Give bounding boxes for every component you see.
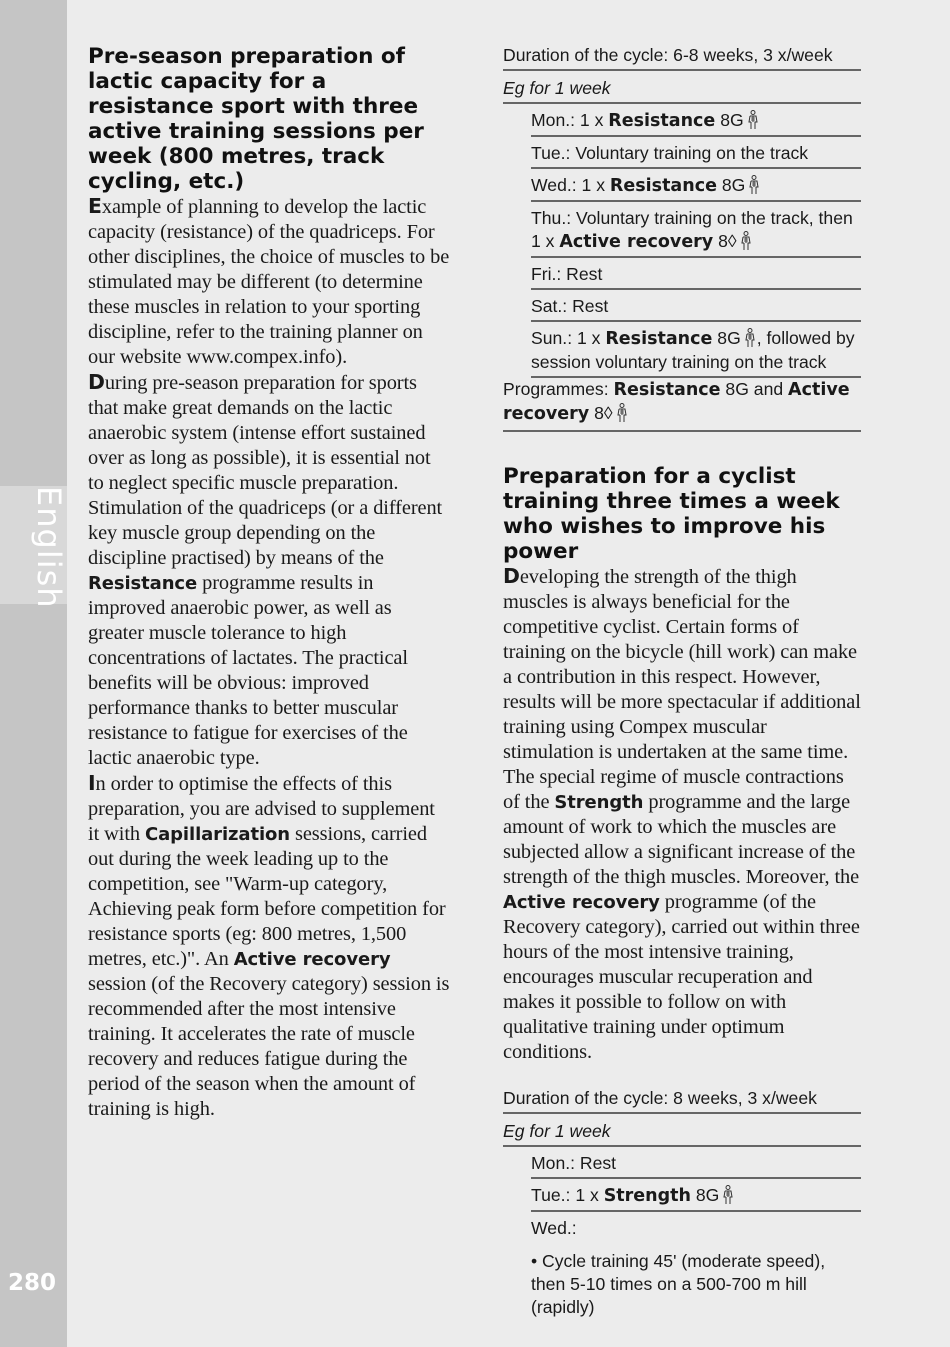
row-text: session voluntary training on the track xyxy=(531,352,827,372)
programmes-summary xyxy=(503,378,861,432)
body-figure-icon xyxy=(721,1185,735,1205)
paragraph-text: programme (of the Recovery category), carried out within three hours of the most intensive training, encourages muscular recuperation and makes it possible to follow on with qualitative training under optimum conditions. xyxy=(503,891,860,1063)
body-figure-icon xyxy=(739,231,753,251)
row-text: Thu.: Voluntary training on the track, then xyxy=(531,208,853,228)
programme-name: Resistance xyxy=(609,176,717,196)
paragraph-optimise xyxy=(88,771,450,1122)
schedule-row-friday: Fri.: Rest xyxy=(531,258,861,290)
dropcap: D xyxy=(503,564,520,588)
body-figure-icon xyxy=(746,110,760,130)
paragraph-cyclist xyxy=(503,564,861,1065)
programme-name: Active xyxy=(788,380,850,400)
left-column xyxy=(88,44,450,1122)
example-week-label: Eg for 1 week xyxy=(503,1114,861,1147)
body-figure-icon xyxy=(747,175,761,195)
paragraph-text: programme and the large amount of work to which the muscles are subjected allow a significant increase of the strength of the thigh muscles. Moreover, the xyxy=(503,791,860,888)
row-text: 8G xyxy=(690,1185,720,1205)
schedule-row-monday xyxy=(531,104,861,137)
row-text: , followed by xyxy=(756,328,855,348)
programme-name: Active recovery xyxy=(233,949,391,970)
language-label: English xyxy=(30,486,68,609)
programme-name: Resistance xyxy=(613,380,721,400)
schedule-row-wednesday xyxy=(531,169,861,202)
right-column xyxy=(503,44,861,1321)
row-text: 8G xyxy=(716,175,746,195)
paragraph-text: xample of planning to develop the lactic capacity (resistance) of the quadriceps. For other disciplines, the choice of muscles to be stimulated may be different (to determine these muscles in relation to your sporting discipline, refer to the training planner on our website www.compex.info). xyxy=(88,196,450,368)
programme-name: Resistance xyxy=(608,111,716,131)
schedule-row-tuesday xyxy=(531,1179,861,1212)
programme-name: Active recovery xyxy=(559,232,714,252)
programme-name: Strength xyxy=(554,792,644,813)
row-text: 1 x xyxy=(531,231,560,251)
page-number: 280 xyxy=(8,1270,57,1296)
row-text: Mon.: 1 x xyxy=(531,110,609,130)
dropcap: I xyxy=(88,771,96,795)
row-text: Tue.: 1 x xyxy=(531,1185,604,1205)
schedule-row-tuesday: Tue.: Voluntary training on the track xyxy=(531,137,861,169)
row-text: Sun.: 1 x xyxy=(531,328,606,348)
row-text: 8G xyxy=(712,328,741,348)
schedule-row-sunday xyxy=(531,322,861,378)
schedule-row-monday: Mon.: Rest xyxy=(531,1147,861,1179)
body-figure-icon xyxy=(615,403,629,423)
row-text: 8◊ xyxy=(589,403,613,423)
schedule-bullet: • Cycle training 45' (moderate speed), then 5-10 times on a 500-700 m hill (rapidly) xyxy=(531,1251,826,1317)
paragraph-text: session (of the Recovery category) session is recommended after the most intensive training. It accelerates the rate of muscle recovery and reduces fatigue during the period of the season when the amount of training is high. xyxy=(88,973,450,1120)
row-text: 8G xyxy=(715,110,744,130)
dropcap: E xyxy=(88,194,102,218)
programme-name: Capillarization xyxy=(144,824,291,845)
paragraph-text: sessions, carried out during the week leading up to the competition, see "Warm-up category, Achieving peak form before competition for resistance sports (eg: 800 metres, 1,500 metres, etc.)". An xyxy=(88,823,446,970)
paragraph-text: eveloping the strength of the thigh muscles is always beneficial for the competitive cyclist. Certain forms of training on the bicycle (hill work) can make a contribution in this respect. However, results will be more spectacular if additional training using Compex muscular stimulation is undertaken at the same time. The special regime of muscle contractions of the xyxy=(503,566,861,813)
programme-name: Resistance xyxy=(88,573,198,594)
section-heading-cyclist: Preparation for a cyclist training three times a week who wishes to improve his power xyxy=(503,464,840,564)
dropcap: D xyxy=(88,370,105,394)
schedule-row-saturday: Sat.: Rest xyxy=(531,290,861,322)
section-heading-lactic: Pre-season preparation of lactic capacity for a resistance sport with three active training sessions per week (800 metres, track cycling, etc.) xyxy=(88,44,424,194)
paragraph-text: uring pre-season preparation for sports that make great demands on the lactic anaerobic system (intense effort sustained over as long as possible), it is essential not to neglect specific muscle preparation. Stimulation of the quadriceps (or a different key muscle group depending on the discipline practised) by means of the xyxy=(88,372,443,569)
programme-name: recovery xyxy=(503,404,590,424)
paragraph-example xyxy=(88,194,450,370)
programme-name: Strength xyxy=(603,1186,691,1206)
row-text: Programmes: xyxy=(503,379,614,399)
body-figure-icon xyxy=(743,328,757,348)
row-text: 8G and xyxy=(720,379,789,399)
programme-name: Active recovery xyxy=(503,892,660,913)
schedule-row-thursday xyxy=(531,202,861,258)
paragraph-text: n order to optimise the effects of this preparation, you are advised to supplement it with xyxy=(88,773,435,845)
cycle-duration: Duration of the cycle: 8 weeks, 3 x/week xyxy=(503,1087,861,1114)
cycle-duration: Duration of the cycle: 6-8 weeks, 3 x/week xyxy=(503,44,861,71)
row-text: Wed.: 1 x xyxy=(531,175,610,195)
programme-name: Resistance xyxy=(605,329,713,349)
sidebar xyxy=(0,0,67,1347)
row-text: 8◊ xyxy=(713,231,737,251)
example-week-label: Eg for 1 week xyxy=(503,71,861,104)
paragraph-text: programme results in improved anaerobic power, as well as greater muscle tolerance to high concentrations of lactates. The practical benefits will be obvious: improved performance thanks to better muscular resistance to fatigue for exercises of the lactic anaerobic type. xyxy=(88,572,408,769)
paragraph-preseason xyxy=(88,370,450,771)
schedule-row-wednesday: Wed.: xyxy=(531,1218,577,1238)
